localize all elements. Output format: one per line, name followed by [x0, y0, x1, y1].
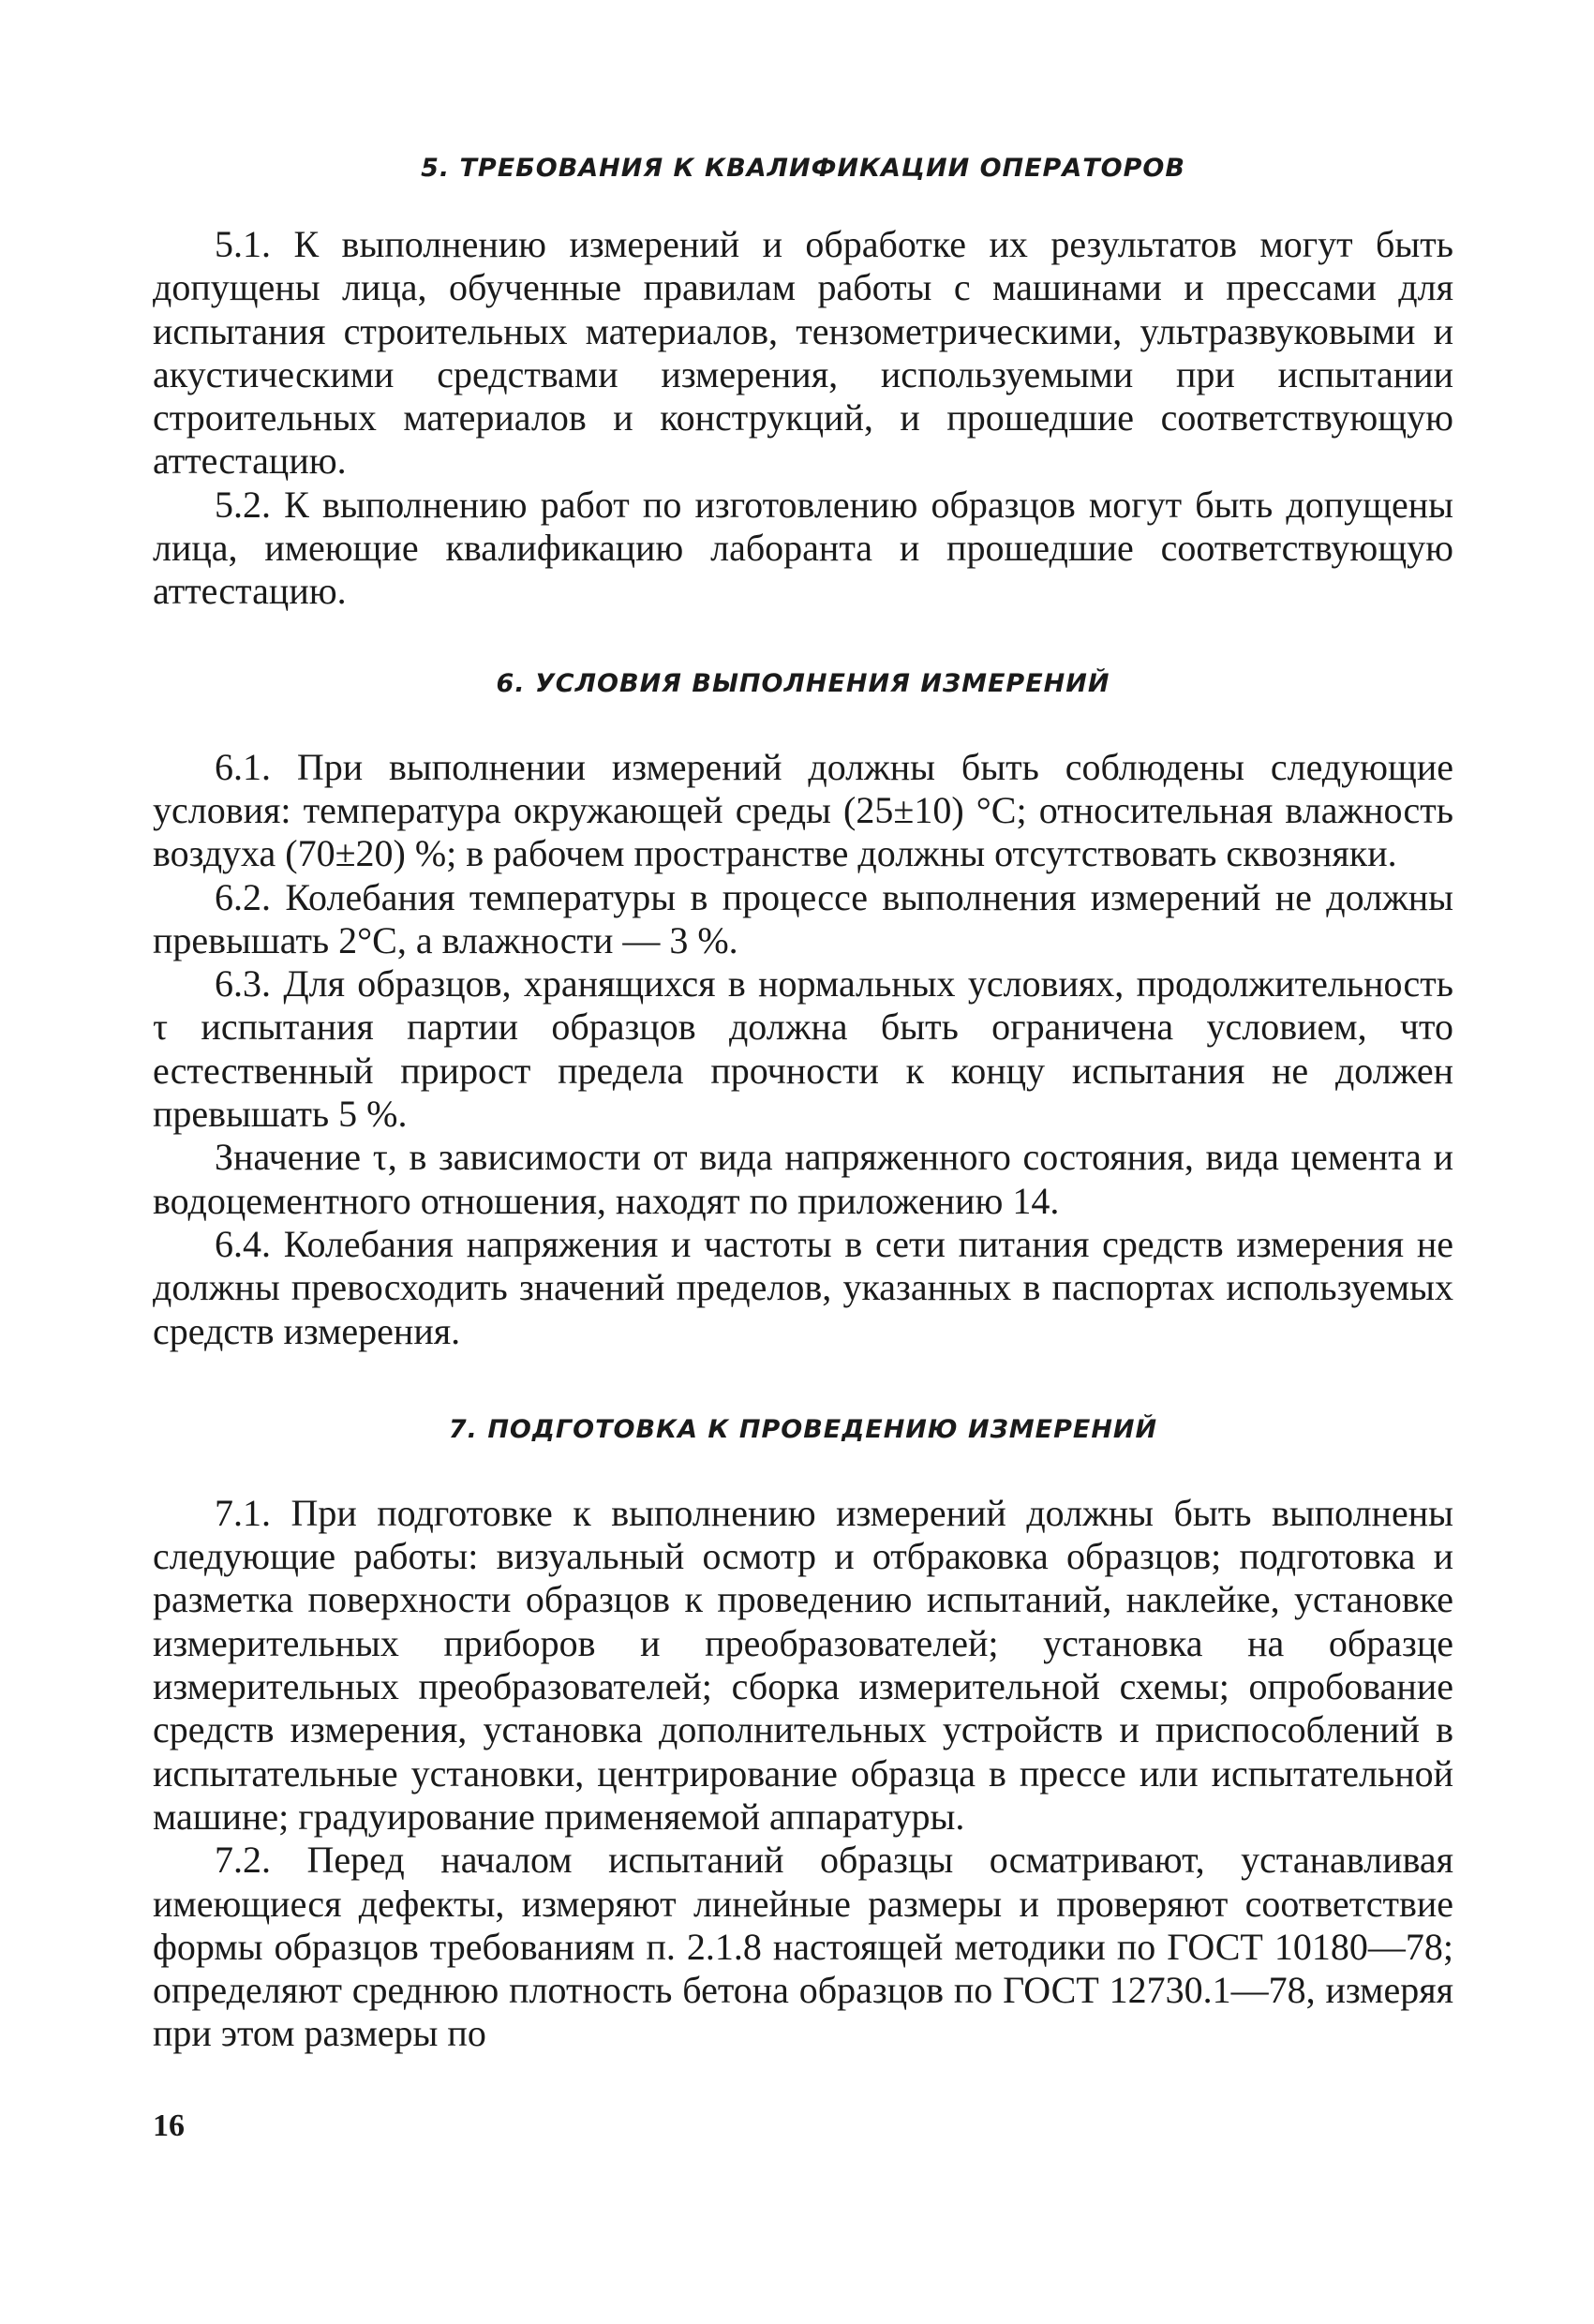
document-page	[153, 150, 1453, 2056]
paragraph-7-1: 7.1. При подготовке к выполнению измерений должны быть выполнены следующие работы: визуальный осмотр и отбраковка образцов; подготовка и разметка поверхности образцов к проведению испытаний, наклейке, установке измерительных приборов и преобразователей; установка на образце измерительных преобразователей; сборка измерительной схемы; опробование средств измерения, установка дополнительных устройств и приспособлений в испытательные установки, центрирование образца в прессе или испытательной машине; градуирование применяемой аппаратуры.	[153, 1491, 1453, 1838]
page-number: 16	[153, 2108, 185, 2143]
paragraph-6-4: 6.4. Колебания напряжения и частоты в сети питания средств измерения не должны превосходить значений пределов, указанных в паспортах используемых средств измерения.	[153, 1222, 1453, 1352]
paragraph-6-3-note: Значение τ, в зависимости от вида напряженного состояния, вида цемента и водоцементного отношения, находят по приложению 14.	[153, 1136, 1453, 1222]
section-6-heading: 6. УСЛОВИЯ ВЫПОЛНЕНИЯ ИЗМЕРЕНИЙ	[496, 668, 1110, 698]
paragraph-6-2: 6.2. Колебания температуры в процессе выполнения измерений не должны превышать 2°С, а влажности — 3 %.	[153, 875, 1453, 961]
section-5-heading: 5. ТРЕБОВАНИЯ К КВАЛИФИКАЦИИ ОПЕРАТОРОВ	[421, 154, 1185, 183]
paragraph-6-1: 6.1. При выполнении измерений должны быть соблюдены следующие условия: температура окружающей среды (25±10) °С; относительная влажность воздуха (70±20) %; в рабочем пространстве должны отсутствовать сквозняки.	[153, 745, 1453, 875]
paragraph-6-3: 6.3. Для образцов, хранящихся в нормальных условиях, продолжительность τ испытания партии образцов должна быть ограничена условием, что естественный прирост предела прочности к концу испытания не должен превышать 5 %.	[153, 962, 1453, 1136]
section-7-heading: 7. ПОДГОТОВКА К ПРОВЕДЕНИЮ ИЗМЕРЕНИЙ	[448, 1414, 1158, 1444]
paragraph-5-2: 5.2. К выполнению работ по изготовлению образцов могут быть допущены лица, имеющие квалификацию лаборанта и прошедшие соответствующую аттестацию.	[153, 483, 1453, 613]
paragraph-5-1: 5.1. К выполнению измерений и обработке их результатов могут быть допущены лица, обученные правилам работы с машинами и прессами для испытания строительных материалов, тензометрическими, ультразвуковыми и акустическими средствами измерения, используемыми при испытании строительных материалов и конструкций, и прошедшие соответствующую аттестацию.	[153, 223, 1453, 483]
paragraph-7-2: 7.2. Перед началом испытаний образцы осматривают, устанавливая имеющиеся дефекты, измеряют линейные размеры и проверяют соответствие формы образцов требованиям п. 2.1.8 настоящей методики по ГОСТ 10180—78; определяют среднюю плотность бетона образцов по ГОСТ 12730.1—78, измеряя при этом размеры по	[153, 1839, 1453, 2055]
